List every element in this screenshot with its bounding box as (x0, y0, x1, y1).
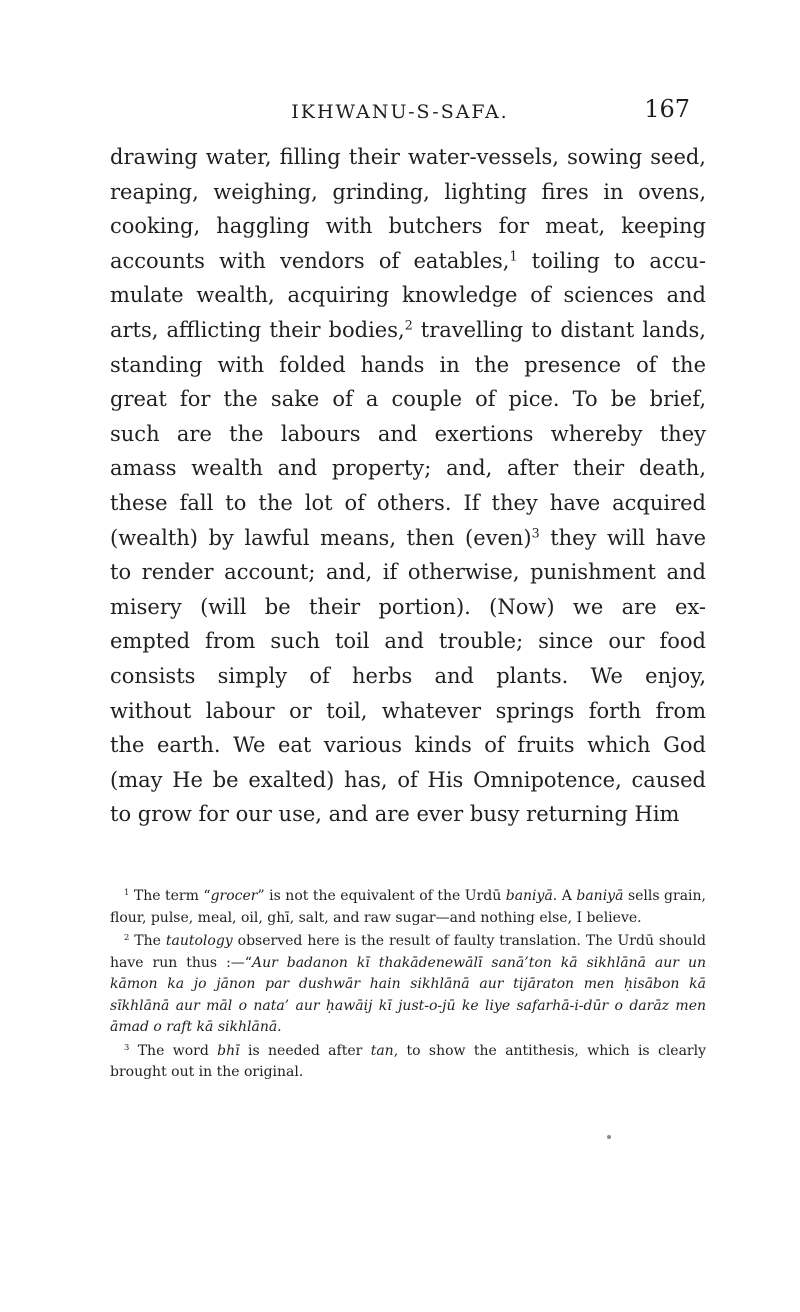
footnote-ref: 3 (531, 524, 540, 540)
text-line: empted from such toil and trouble; since our food (110, 629, 706, 654)
text-line: standing with folded hands in the presence of the (110, 352, 706, 377)
text-line: mulate wealth, acquiring knowledge of sciences and (110, 283, 706, 308)
footnote-term: grocer (210, 888, 258, 904)
footnote-marker: 1 (124, 886, 130, 897)
footnote-ref: 1 (509, 248, 518, 264)
text-line (110, 244, 706, 279)
footnote-text: is needed after (239, 1042, 371, 1059)
footnote-text: . A (552, 888, 577, 904)
footnote-3 (110, 1041, 706, 1084)
footnote-text: The (134, 933, 166, 949)
text-line: without labour or toil, whatever springs forth from (110, 698, 706, 723)
footnote-term: tautology (165, 933, 233, 949)
text-line: to grow for our use, and are ever busy returning Him (110, 802, 680, 827)
footnote-2 (110, 931, 706, 1039)
page-header (110, 95, 690, 129)
text-line: amass wealth and property; and, after their death, (110, 456, 706, 481)
footnote-term: tan (370, 1042, 394, 1059)
running-title: IKHWANU-S-SAFA. (291, 101, 509, 123)
text-line: consists simply of herbs and plants. We enjoy, (110, 663, 706, 688)
page-number: 167 (644, 95, 690, 123)
text-line: reaping, weighing, grinding, lighting fires in ovens, (110, 179, 706, 204)
footnote-marker: 3 (124, 1041, 130, 1052)
text-line (110, 313, 706, 348)
footnote-text: sells grain, flour, pulse, meal, oil, ghī, salt, and raw sugar—and nothing else, I believe. (110, 888, 706, 926)
print-speck (607, 1135, 611, 1139)
footnote-1 (110, 886, 706, 929)
footnote-ref: 2 (404, 317, 413, 333)
footnote-term: baniyā (505, 888, 553, 904)
text-line: these fall to the lot of others. If they have acquired (110, 490, 706, 515)
text-line: misery (will be their portion). (Now) we are ex- (110, 594, 706, 619)
text-segment: toiling to accu- (517, 248, 706, 273)
text-segment: travelling to distant lands, (412, 317, 706, 342)
footnotes (110, 886, 706, 1086)
footnote-text: The term (133, 888, 204, 904)
text-line: such are the labours and exertions whereby they (110, 421, 706, 446)
quote-mark: ” (257, 888, 265, 904)
text-line: (may He be exalted) has, of His Omnipotence, caused (110, 767, 706, 792)
text-segment: they will have (539, 525, 707, 550)
footnote-quote: Aur badanon kī thakādenewālī sanā’ton kā sikhlānā aur un kāmon ka jo jānon par dushwār hain sikhlānā aur tijāraton men ḥisābon kā sīkhlānā aur māl o nata’ aur ḥawāij kī just-o-jū ke liye safarhā-i-dūr o darāz men āmad o raft kā sikhlānā. (110, 954, 706, 1035)
footnote-term: bhī (217, 1042, 240, 1059)
footnote-text: is not the equivalent of the Urdū (264, 888, 506, 904)
text-line: to render account; and, if otherwise, punishment and (110, 560, 706, 585)
footnote-term: baniyā (576, 888, 624, 904)
text-segment: (wealth) by lawful means, then (even) (110, 525, 532, 550)
footnote-text: observed here is the result of faulty translation. The Urdū should have run thus :—“ (110, 933, 707, 971)
text-line (110, 521, 706, 556)
text-line: cooking, haggling with butchers for meat, keeping (110, 214, 706, 239)
text-line: the earth. We eat various kinds of fruits which God (110, 733, 706, 758)
quote-mark: “ (203, 888, 211, 904)
footnote-text: , to show the antithesis, which is clearly brought out in the original. (110, 1042, 707, 1080)
text-line: drawing water, filling their water-vessels, sowing seed, (110, 145, 706, 169)
text-segment: arts, afflicting their bodies, (110, 317, 405, 342)
main-text (110, 140, 706, 832)
text-segment: accounts with vendors of eatables, (110, 248, 510, 273)
text-line: great for the sake of a couple of pice. To be brief, (110, 387, 706, 412)
footnote-text: The word (137, 1042, 218, 1059)
footnote-marker: 2 (124, 931, 130, 942)
